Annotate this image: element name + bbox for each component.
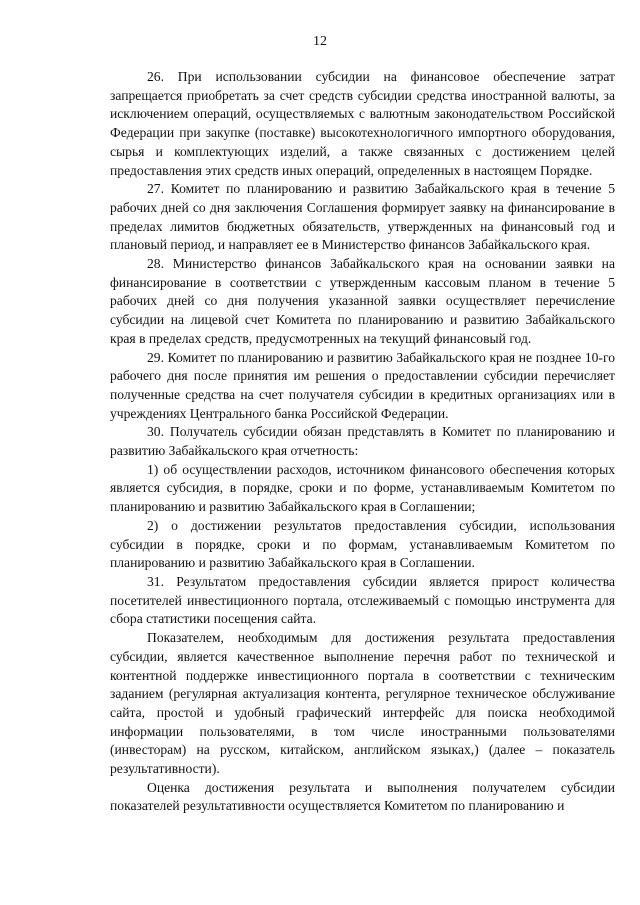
page-number: 12 <box>313 34 327 49</box>
document-body <box>110 68 615 816</box>
paragraph-30-item-1: 1) об осуществлении расходов, источником финансового обеспечения которых является субсидия, в порядке, сроки и по форме, устанавливаемым Комитетом по планированию и развитию Забайкальского края в Соглашении; <box>110 461 615 515</box>
paragraph-27: 27. Комитет по планированию и развитию Забайкальского края в течение 5 рабочих дней со дня заключения Соглашения формирует заявку на финансирование в пределах лимитов бюджетных обязательств, утвержденных на финансовый год и плановый период, и направляет ее в Министерство финансов Забайкальского края. <box>110 181 615 253</box>
paragraph-28: 28. Министерство финансов Забайкальского края на основании заявки на финансирование в соответствии с утвержденным кассовым планом в течение 5 рабочих дней со дня получения указанной заявки осуществляет перечисление субсидии на лицевой счет Комитета по планированию и развитию Забайкальского края в пределах средств, предусмотренных на текущий финансовый год. <box>110 256 615 346</box>
paragraph-31: 31. Результатом предоставления субсидии является прирост количества посетителей инвестиционного портала, отслеживаемый с помощью инструмента для сбора статистики посещения сайта. <box>110 573 615 627</box>
paragraph-indicator: Показателем, необходимым для достижения результата предоставления субсидии, является качественное выполнение перечня работ по технической и контентной поддержке инвестиционного портала в соответствии с техническим заданием (регулярная актуализация контента, регулярное техническое обслуживание сайта, простой и удобный графический интерфейс для поиска необходимой информации пользователями, в том числе иностранными пользователями (инвесторам) на русском, китайском, английском языках,) (далее – показатель результативности). <box>110 630 615 777</box>
paragraph-26: 26. При использовании субсидии на финансовое обеспечение затрат запрещается приобретать за счет средств субсидии средства иностранной валюты, за исключением операций, осуществляемых с валютным законодательством Российской Федерации при закупке (поставке) высокотехнологичного импортного оборудования, сырья и комплектующих изделий, а также связанных с достижением целей предоставления этих средств иных операций, определенных в настоящем Порядке. <box>110 69 615 178</box>
paragraph-29: 29. Комитет по планированию и развитию Забайкальского края не позднее 10-го рабочего дня после принятия им решения о предоставлении субсидии перечисляет полученные средства на счет получателя субсидии в кредитных организациях или в учреждениях Центрального банка Российской Федерации. <box>110 349 615 421</box>
paragraph-30-item-2: 2) о достижении результатов предоставления субсидии, использования субсидии в порядке, сроки и по формам, устанавливаемым Комитетом по планированию и развитию Забайкальского края в Соглашении. <box>110 517 615 571</box>
paragraph-30: 30. Получатель субсидии обязан представлять в Комитет по планированию и развитию Забайкальского края отчетность: <box>110 424 615 459</box>
paragraph-evaluation: Оценка достижения результата и выполнения получателем субсидии показателей результативности осуществляется Комитетом по планированию и <box>110 779 615 814</box>
